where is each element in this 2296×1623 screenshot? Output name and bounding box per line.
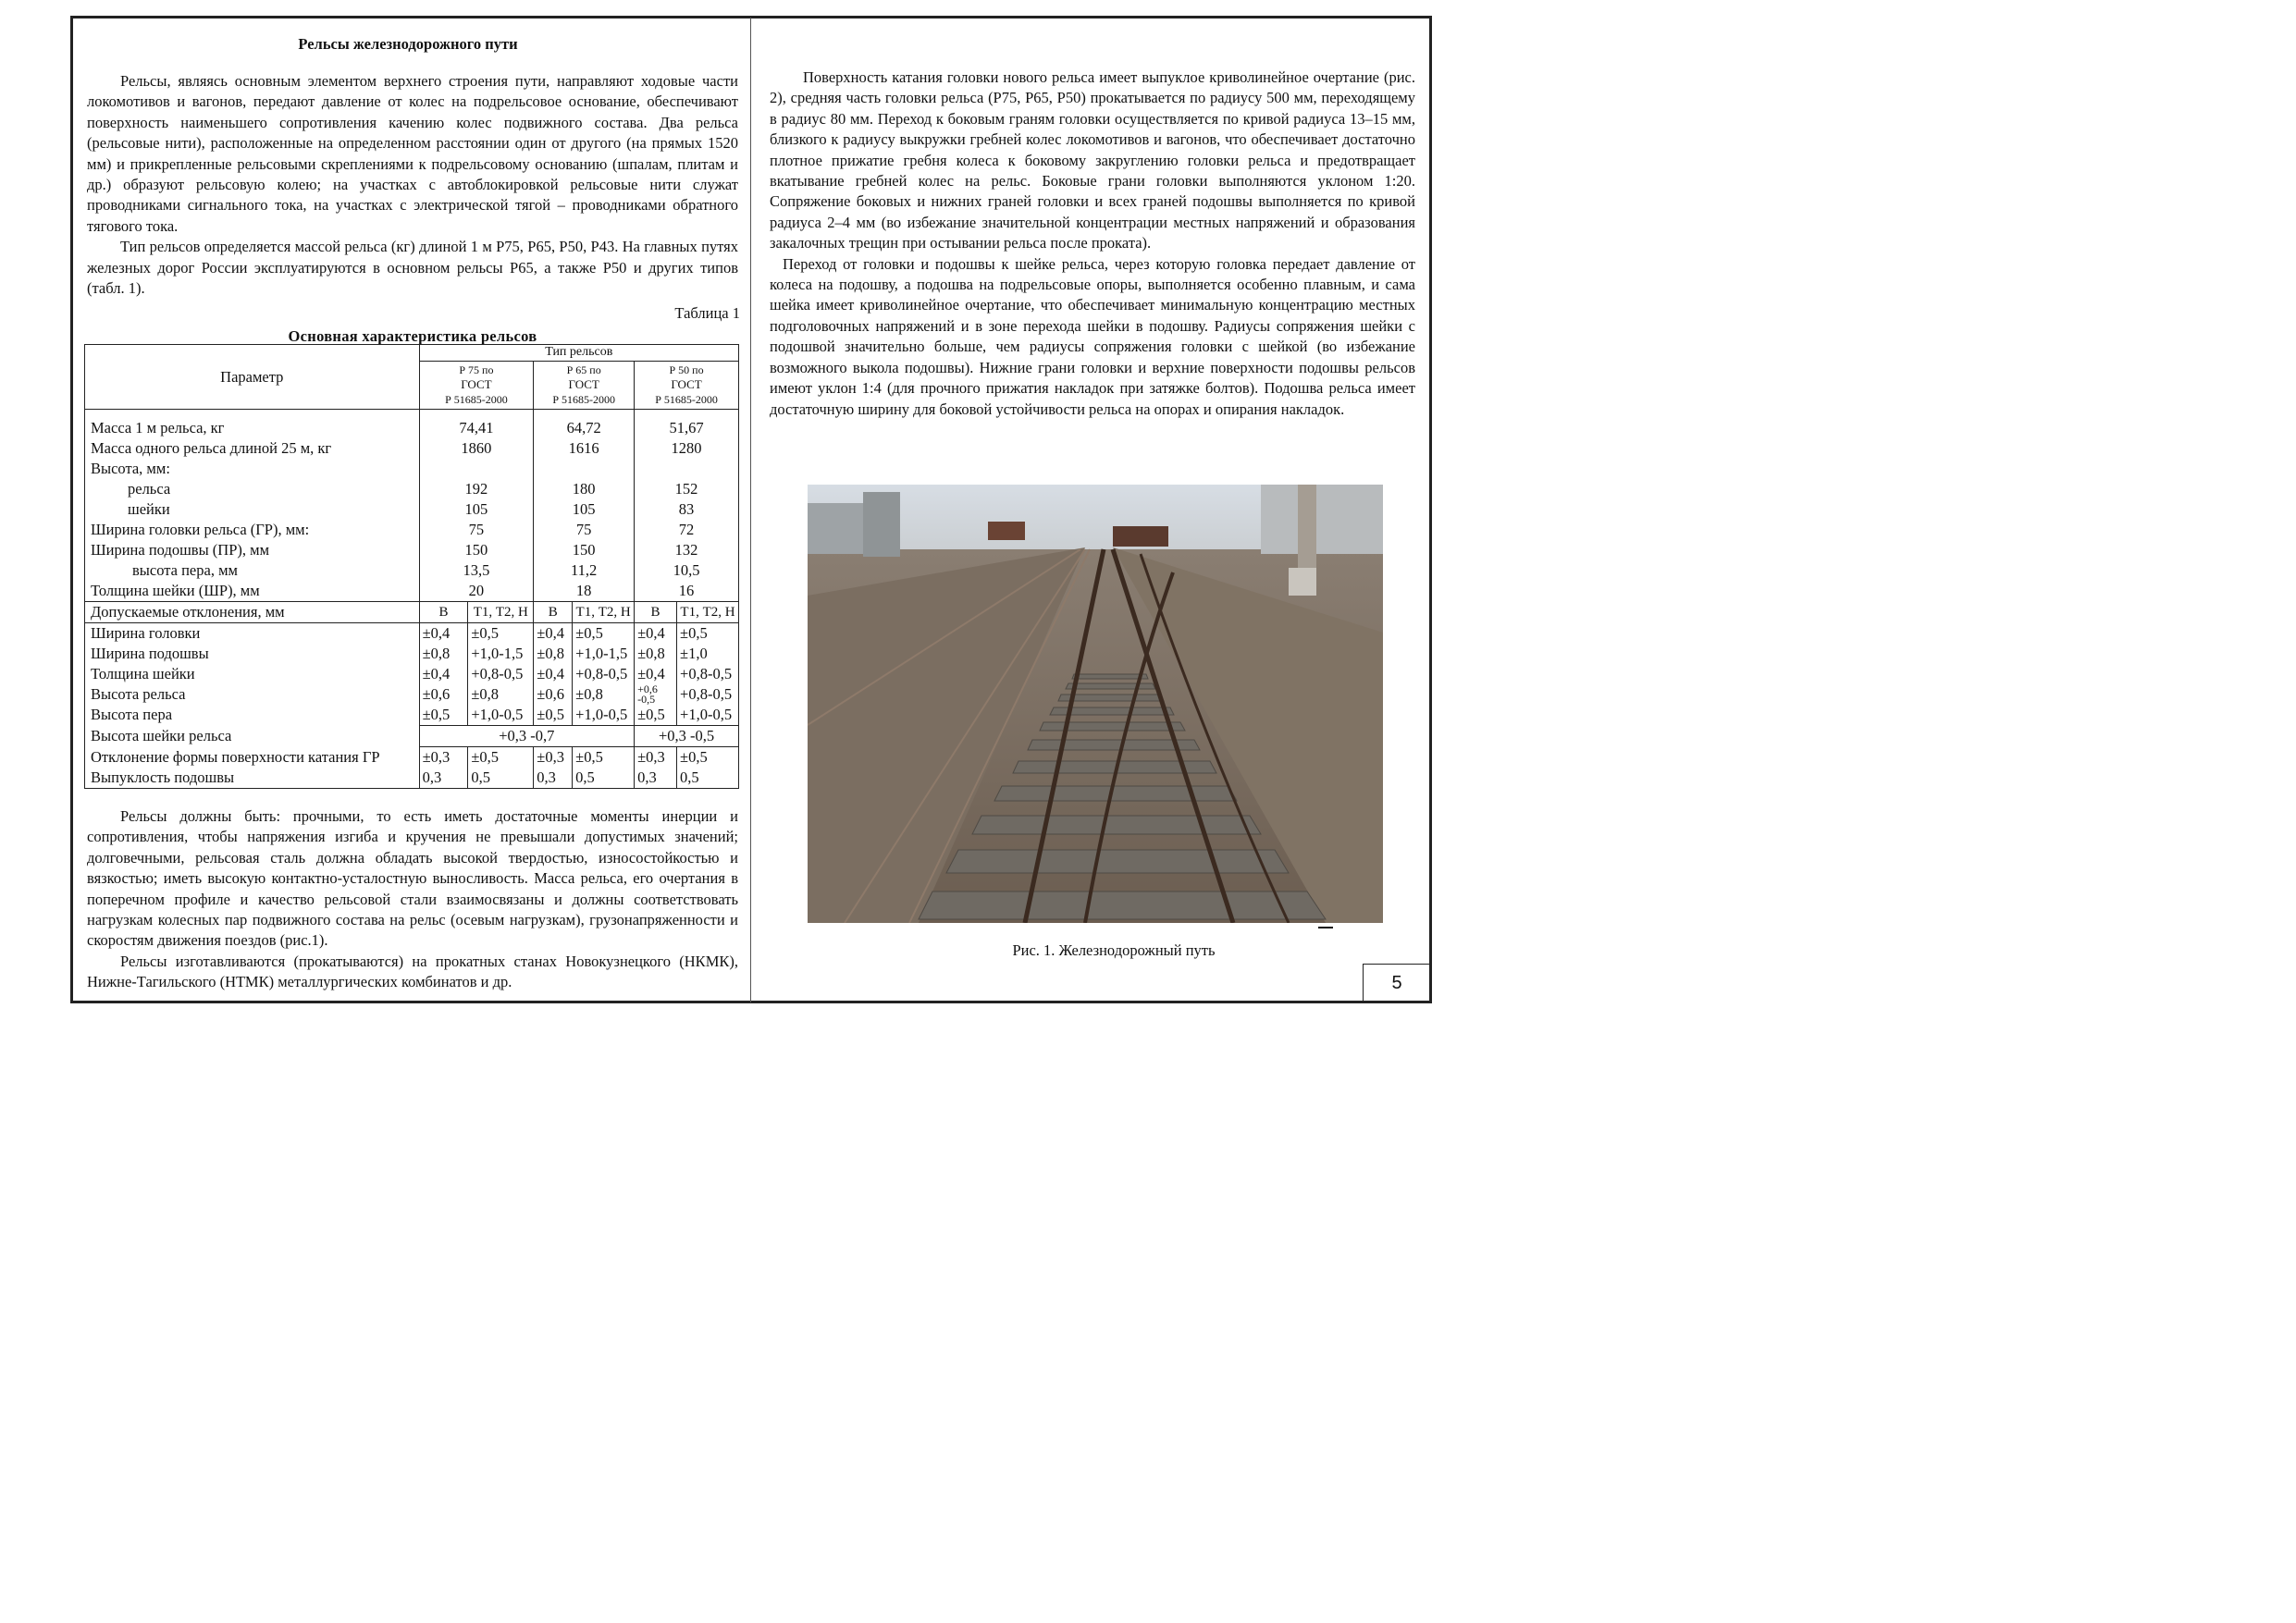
value-cell: 180 [572, 480, 596, 498]
type-p50 [635, 362, 739, 410]
value-cell: 0,3 [422, 768, 442, 786]
value-cell: 13,5 [463, 561, 490, 579]
main-values-p75 [419, 410, 534, 602]
type-p65-line2: ГОСТ [568, 377, 599, 391]
form-p65-t [573, 747, 635, 789]
value-cell: ±0,5 [471, 624, 500, 642]
value-cell: 132 [674, 541, 698, 559]
intro-paragraph-2: Тип рельсов определяется массой рельса (кг) длиной 1 м Р75, Р65, Р50, Р43. На главных путях железных дорог России эксплуатируются в основном рельсы Р65, а также Р50 и других типов (табл. 1). [87, 238, 738, 298]
value-cell: 150 [572, 541, 596, 559]
intro-paragraph-1: Рельсы, являясь основным элементом верхнего строения пути, направляют ходовые части локомотивов и вагонов, передают давление от колес на подрельсовое основание, обеспечивают поверхность наименьшего сопротивления качению колес подвижного состава. Два рельса (рельсовые нити), расположенные на определенном расстоянии один от другого (на прямых 1520 мм) и прикрепленные рельсовыми скреплениями к подрельсовому основанию (шпалам, плитам и др.) образуют рельсовую колею; на участках с автоблокировкой рельсовые нити служат проводниками сигнального тока, на участках с электрической тягой – проводниками обратного тягового тока. [87, 72, 738, 235]
dev-header: Допускаемые отклонения, мм [85, 602, 420, 623]
value-cell: ±0,5 [637, 706, 665, 723]
form-p50-t [677, 747, 739, 789]
value-cell: +0,8-0,5 [575, 665, 628, 682]
dev-p75-t [468, 623, 534, 726]
param-header: Параметр [220, 367, 284, 386]
left-column [87, 33, 738, 351]
lower-left-text [87, 806, 738, 993]
col-b-p75: В [419, 602, 468, 623]
value-cell: ±0,5 [471, 748, 500, 766]
form-p50-b [635, 747, 677, 789]
col-t-p65: Т1, Т2, Н [573, 602, 635, 623]
dev-p50-t [677, 623, 739, 726]
value-cell: ±0,5 [680, 624, 708, 642]
value-cell: 83 [678, 500, 695, 518]
value-cell: +0,8-0,5 [680, 685, 733, 703]
table-label: Таблица 1 [674, 304, 740, 323]
value-cell: ±0,4 [537, 624, 564, 642]
value-cell: 150 [464, 541, 488, 559]
value-cell [420, 459, 534, 479]
type-p50-line1: Р 50 по [669, 363, 704, 376]
type-header: Тип рельсов [419, 345, 738, 362]
value-cell: ±0,5 [575, 624, 603, 642]
column-divider [750, 18, 751, 1002]
value-cell: +1,0-0,5 [575, 706, 628, 723]
railway-track-illustration [808, 485, 1383, 923]
rail-spec-table [84, 344, 739, 789]
requirements-paragraph: Рельсы должны быть: прочными, то есть иметь достаточные моменты инерции и сопротивления, чтобы напряжения изгиба и кручения не превышали допустимых значений; долговечными, рельсовая сталь должна обладать высокой твердостью, износостойкостью и вязкостью; иметь высокую контактно-усталостную выносливость. Масса рельса, его очертания в поперечном профиле и качество рельсовой стали взаимосвязаны и должны соответствовать нагрузкам колесных пар подвижного состава на рельс (осевым нагрузкам), грузонапряженности и скоростям движения поездов (рис.1). [87, 807, 738, 950]
form-labels-cell [85, 747, 420, 789]
railway-track-photo [808, 485, 1383, 923]
col-b-p50: В [635, 602, 677, 623]
dev-p65-b [534, 623, 573, 726]
main-values-p65 [534, 410, 635, 602]
value-cell: +1,0-0,5 [471, 706, 524, 723]
neck-transition-paragraph: Переход от головки и подошвы к шейке рельса, через которую головка передает давление от колеса на подошву, а подошва на подрельсовые опоры, выполняется особенно плавным, и сама шейка имеет криволинейное очертание, что обеспечивает минимальную концентрацию местных подголовочных напряжений и в зоне перехода шейки в подошву. Радиусы сопряжения шейки с подошвой значительно больше, чем радиусы сопряжения головки с шейкой (во избежание возможного выкола подошвы). Нижние грани головки и верхние поверхности подошвы рельсов имеют уклон 1:4 (для прочного прижатия накладок при затяжке болтов). Подошва рельса имеет достаточную ширину для боковой устойчивости рельса на опорах и опирания накладок. [770, 254, 1415, 418]
section-title: Рельсы железнодорожного пути [298, 35, 518, 53]
value-cell: ±0,4 [637, 665, 665, 682]
value-cell: ±0,8 [471, 685, 500, 703]
value-cell: 1616 [568, 439, 599, 457]
right-column [770, 68, 1415, 420]
value-cell: 152 [674, 480, 698, 498]
table-title: Основная характеристика рельсов [288, 327, 537, 346]
value-cell: ±1,0 [680, 645, 708, 662]
manufacturing-paragraph: Рельсы изготавливаются (прокатываются) на прокатных станах Новокузнецкого (НКМК), Нижне-Тагильского (НТМК) металлургических комбинатов и др. [87, 952, 738, 991]
value-cell: 1280 [671, 439, 702, 457]
value-cell: ±0,3 [422, 748, 451, 766]
value-cell: 74,41 [459, 419, 494, 436]
value-cell: 192 [464, 480, 488, 498]
label-dev-head-width: Ширина головки [91, 624, 201, 642]
param-header-cell [85, 345, 420, 410]
value-cell: 1860 [461, 439, 492, 457]
dash-mark [1318, 927, 1333, 928]
value-cell [534, 459, 634, 479]
value-cell: 51,67 [669, 419, 704, 436]
value-cell: 0,3 [637, 768, 657, 786]
value-cell: ±0,8 [537, 645, 564, 662]
value-cell: 72 [678, 521, 695, 538]
value-cell: 0,5 [680, 768, 699, 786]
value-cell: ±0,5 [422, 706, 451, 723]
type-p50-line2: ГОСТ [671, 377, 702, 391]
value-cell: ±0,8 [422, 645, 451, 662]
label-mass-25m: Масса одного рельса длиной 25 м, кг [91, 439, 332, 457]
label-dev-rail-height: Высота рельса [91, 685, 186, 703]
form-p75-b [419, 747, 468, 789]
value-cell: +0,6 -0,5 [637, 682, 658, 706]
value-cell: ±0,5 [680, 748, 708, 766]
type-p75-line2: ГОСТ [461, 377, 492, 391]
value-cell: 20 [468, 582, 485, 599]
label-neck-thickness: Толщина шейки (ШР), мм [91, 582, 260, 599]
label-foot-convexity: Выпуклость подошвы [91, 768, 235, 786]
dev-labels-cell [85, 623, 420, 726]
label-dev-neck-thickness: Толщина шейки [91, 665, 195, 682]
label-neck-height: шейки [128, 500, 170, 518]
value-cell: ±0,3 [537, 748, 564, 766]
value-cell: ±0,8 [637, 645, 665, 662]
value-cell: 64,72 [566, 419, 601, 436]
value-cell: 0,5 [575, 768, 595, 786]
col-b-p65: В [534, 602, 573, 623]
value-cell: ±0,4 [637, 624, 665, 642]
value-cell: 105 [572, 500, 596, 518]
value-cell: +1,0-0,5 [680, 706, 733, 723]
label-dev-foot-width: Ширина подошвы [91, 645, 209, 662]
value-cell: ±0,6 [537, 685, 564, 703]
dev-p50-b [635, 623, 677, 726]
label-dev-feather-height: Высота пера [91, 706, 173, 723]
col-t-p50: Т1, Т2, Н [677, 602, 739, 623]
value-cell [635, 459, 738, 479]
neck-height-p75-p65: +0,3 -0,7 [419, 726, 635, 747]
figure-caption: Рис. 1. Железнодорожный путь [1012, 941, 1216, 959]
value-cell: 0,3 [537, 768, 556, 786]
value-cell: ±0,4 [422, 624, 451, 642]
dev-p65-t [573, 623, 635, 726]
value-cell: +0,8-0,5 [680, 665, 733, 682]
value-cell: 18 [575, 582, 592, 599]
value-cell: +0,8-0,5 [471, 665, 524, 682]
value-cell: ±0,4 [537, 665, 564, 682]
value-cell: ±0,5 [537, 706, 564, 723]
label-height: Высота, мм: [91, 460, 170, 477]
value-cell: 75 [575, 521, 592, 538]
value-cell: ±0,8 [575, 685, 603, 703]
page-number: 5 [1363, 964, 1431, 1002]
type-p75-line3: Р 51685-2000 [445, 393, 508, 406]
label-rolling-surface-deviation: Отклонение формы поверхности катания ГР [91, 747, 380, 766]
value-cell: 11,2 [571, 561, 598, 579]
neck-height-label: Высота шейки рельса [85, 726, 420, 747]
neck-height-p50: +0,3 -0,5 [635, 726, 739, 747]
main-values-p50 [635, 410, 739, 602]
type-p65-line1: Р 65 по [566, 363, 601, 376]
value-cell: +1,0-1,5 [575, 645, 628, 662]
value-cell: 75 [468, 521, 485, 538]
value-cell: ±0,3 [637, 748, 665, 766]
label-rail-height: рельса [128, 480, 171, 498]
type-p65-line3: Р 51685-2000 [552, 393, 616, 406]
value-cell: +1,0-1,5 [471, 645, 524, 662]
label-mass-1m: Масса 1 м рельса, кг [91, 419, 225, 436]
value-cell: ±0,5 [575, 748, 603, 766]
label-foot-width: Ширина подошвы (ПР), мм [91, 541, 270, 559]
value-cell: ±0,6 [422, 685, 451, 703]
type-p75-line1: Р 75 по [459, 363, 494, 376]
rolling-surface-paragraph: Поверхность катания головки нового рельса имеет выпуклое криволинейное очертание (рис. 2), средняя часть головки рельса (Р75, Р65, Р50) прокатывается по радиусу 500 мм, переходящему в радиус 80 мм. Переход к боковым граням головки осуществляется по кривой радиуса 13–15 мм, близкого к радиусу выкружки гребней колес локомотивов и вагонов, что обеспечивает достаточно плотное прижатие гребня колеса к боковому закруглению головки рельса и предотвращает вкатывание гребней колес на рельс. Боковые грани головки выполняются уклоном 1:20. Сопряжение боковых и нижних граней головки и всех граней подошвы выполняется по кривой радиуса 2–4 мм (во избежание значительной концентрации местных напряжений и образования закалочных трещин при остывании рельса после проката). [770, 68, 1415, 252]
col-t-p75: Т1, Т2, Н [468, 602, 534, 623]
value-cell: ±0,4 [422, 665, 451, 682]
value-cell: 16 [678, 582, 695, 599]
form-p65-b [534, 747, 573, 789]
type-p75 [419, 362, 534, 410]
type-p65 [534, 362, 635, 410]
label-feather-height: высота пера, мм [132, 561, 238, 579]
form-p75-t [468, 747, 534, 789]
dev-p75-b [419, 623, 468, 726]
value-cell: 105 [464, 500, 488, 518]
type-p50-line3: Р 51685-2000 [655, 393, 718, 406]
main-params-cell [85, 410, 420, 602]
value-cell: 0,5 [471, 768, 490, 786]
label-head-width: Ширина головки рельса (ГР), мм: [91, 521, 310, 538]
value-cell: 10,5 [673, 561, 700, 579]
